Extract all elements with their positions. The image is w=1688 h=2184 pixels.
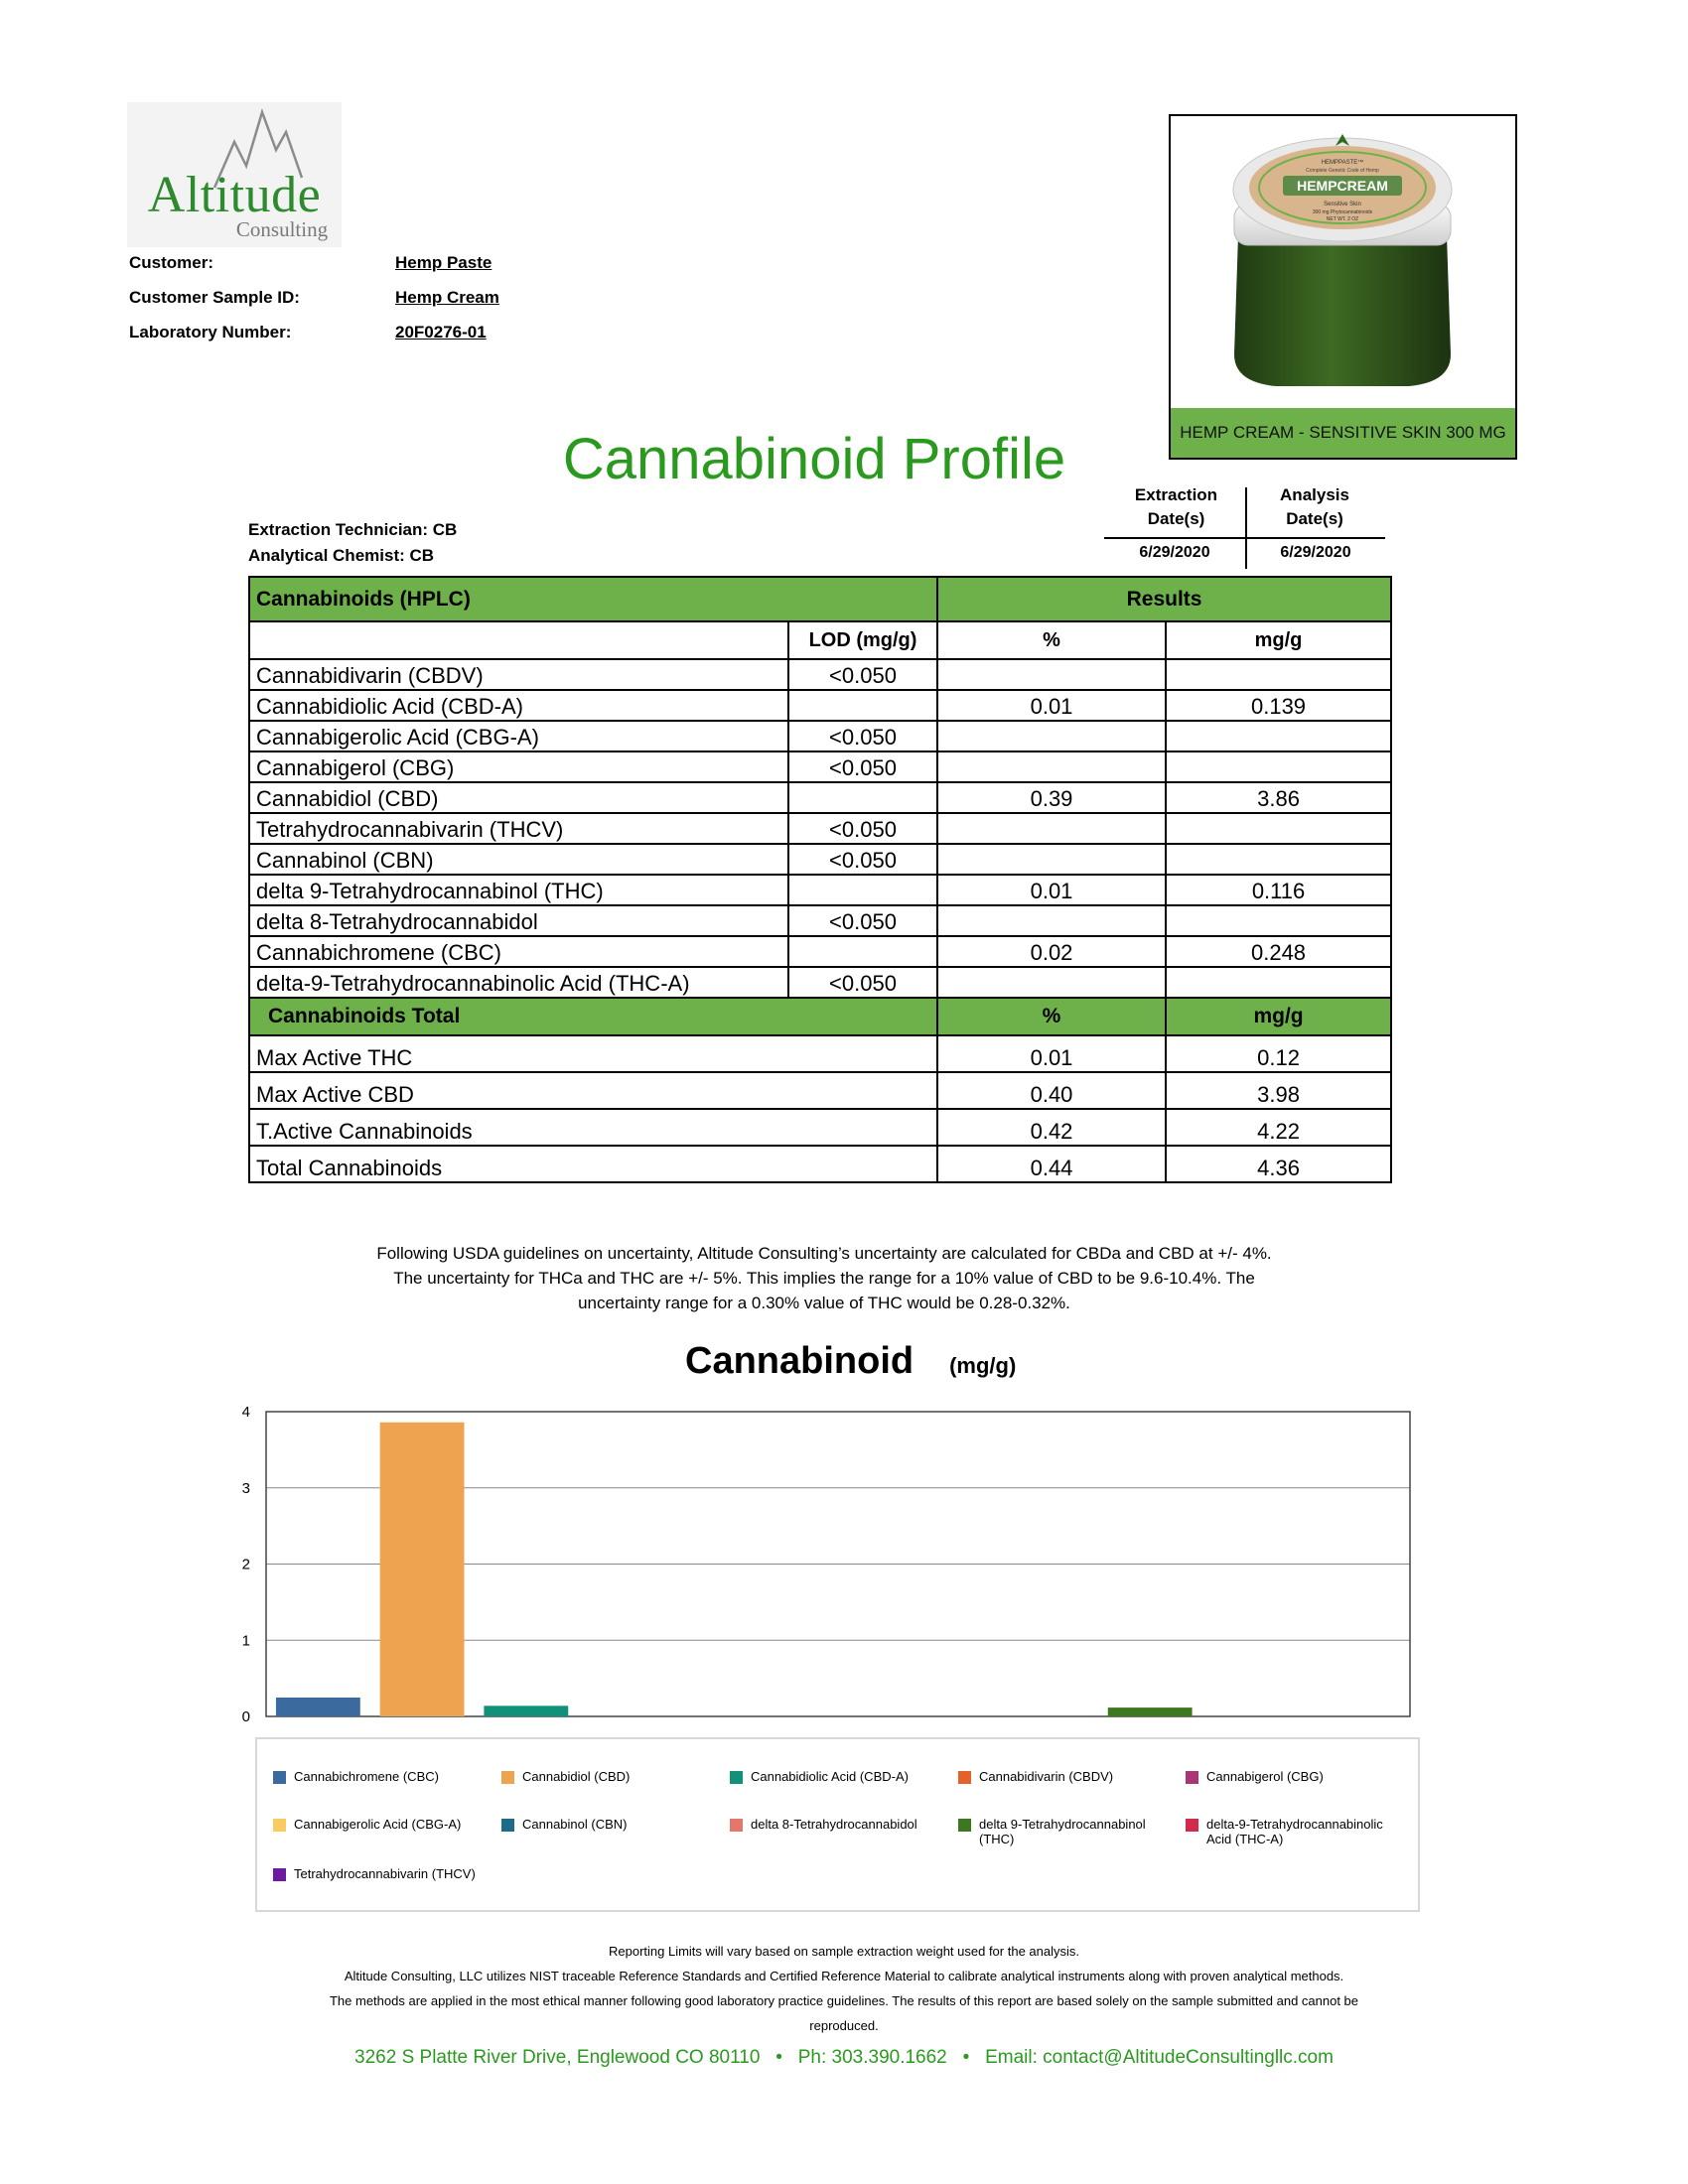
analyte-name: delta-9-Tetrahydrocannabinolic Acid (THC-A) bbox=[249, 967, 788, 998]
legend-label: Cannabidiol (CBD) bbox=[522, 1769, 631, 1784]
technician-block bbox=[248, 517, 457, 569]
methods-note-cont: reproduced. bbox=[809, 2018, 879, 2033]
total-name: Max Active CBD bbox=[249, 1072, 937, 1109]
lod-cell: <0.050 bbox=[788, 721, 937, 751]
table-row bbox=[249, 659, 1391, 690]
customer-label: Customer: bbox=[129, 253, 214, 272]
jar-name-text: HEMPCREAM bbox=[1297, 178, 1388, 194]
bar-chart bbox=[228, 1390, 1420, 1727]
legend-item bbox=[273, 1817, 487, 1832]
legend-swatch bbox=[273, 1868, 286, 1881]
legend-item bbox=[730, 1817, 943, 1832]
legend-label: Cannabigerol (CBG) bbox=[1206, 1769, 1324, 1784]
total-pct: 0.01 bbox=[937, 1035, 1166, 1072]
total-mgg: 0.12 bbox=[1166, 1035, 1391, 1072]
uncertainty-line1: Following USDA guidelines on uncertainty, Altitude Consulting’s uncertainty are calculated for CBDa and CBD at +/- 4%. bbox=[376, 1244, 1272, 1263]
legend-swatch bbox=[958, 1771, 971, 1784]
mgg-cell bbox=[1166, 813, 1391, 844]
legend-item bbox=[958, 1817, 1172, 1846]
y-tick-label: 0 bbox=[241, 1708, 250, 1725]
legend-swatch bbox=[730, 1819, 743, 1832]
mgg-header: mg/g bbox=[1166, 621, 1391, 659]
table-row bbox=[249, 721, 1391, 751]
lod-cell: <0.050 bbox=[788, 905, 937, 936]
analyte-name: Tetrahydrocannabivarin (THCV) bbox=[249, 813, 788, 844]
extraction-technician: Extraction Technician: CB bbox=[248, 520, 458, 539]
analysis-head-line2: Date(s) bbox=[1286, 509, 1343, 528]
lod-cell bbox=[788, 782, 937, 813]
totals-row bbox=[249, 1072, 1391, 1109]
results-label: Results bbox=[937, 577, 1391, 621]
pct-cell: 0.39 bbox=[937, 782, 1166, 813]
table-row bbox=[249, 875, 1391, 905]
legend-label: Cannabigerolic Acid (CBG-A) bbox=[294, 1817, 462, 1832]
legend-item bbox=[1186, 1769, 1399, 1784]
brand-name: Altitude bbox=[147, 167, 322, 223]
product-photo-box bbox=[1169, 114, 1517, 460]
pct-cell bbox=[937, 967, 1166, 998]
reporting-limits-note: Reporting Limits will vary based on sample extraction weight used for the analysis. bbox=[608, 1944, 1079, 1959]
pct-cell bbox=[937, 813, 1166, 844]
total-name: T.Active Cannabinoids bbox=[249, 1109, 937, 1146]
total-mgg: 4.36 bbox=[1166, 1146, 1391, 1182]
analysis-head-line1: Analysis bbox=[1280, 485, 1349, 504]
mgg-cell: 0.116 bbox=[1166, 875, 1391, 905]
blank-header-cell bbox=[249, 621, 788, 659]
lod-cell bbox=[788, 936, 937, 967]
lod-cell: <0.050 bbox=[788, 967, 937, 998]
totals-header-row bbox=[249, 998, 1391, 1035]
totals-pct-header: % bbox=[937, 998, 1166, 1035]
totals-row bbox=[249, 1035, 1391, 1072]
total-mgg: 4.22 bbox=[1166, 1109, 1391, 1146]
table-row bbox=[249, 813, 1391, 844]
table-row bbox=[249, 782, 1391, 813]
legend-label: Cannabidivarin (CBDV) bbox=[979, 1769, 1114, 1784]
pct-cell bbox=[937, 844, 1166, 875]
mgg-cell bbox=[1166, 751, 1391, 782]
pct-cell bbox=[937, 905, 1166, 936]
table-row bbox=[249, 936, 1391, 967]
jar-brand-text: HEMPPASTE™ bbox=[1321, 160, 1364, 166]
column-header-row bbox=[249, 621, 1391, 659]
mgg-cell bbox=[1166, 905, 1391, 936]
mgg-cell: 0.248 bbox=[1166, 936, 1391, 967]
customer-value: Hemp Paste bbox=[395, 253, 492, 272]
chart-legend bbox=[255, 1737, 1420, 1912]
total-pct: 0.44 bbox=[937, 1146, 1166, 1182]
legend-item bbox=[273, 1769, 487, 1784]
product-caption: HEMP CREAM - SENSITIVE SKIN 300 MG bbox=[1171, 408, 1515, 458]
analyte-name: Cannabigerolic Acid (CBG-A) bbox=[249, 721, 788, 751]
pct-cell bbox=[937, 751, 1166, 782]
total-mgg: 3.98 bbox=[1166, 1072, 1391, 1109]
jar-tagline-text: Complete Genetic Code of Hemp bbox=[1306, 168, 1379, 174]
totals-row bbox=[249, 1109, 1391, 1146]
legend-item bbox=[730, 1769, 943, 1784]
legend-item bbox=[1186, 1817, 1399, 1846]
y-tick-label: 2 bbox=[241, 1556, 250, 1573]
mgg-cell bbox=[1166, 967, 1391, 998]
extraction-head-line1: Extraction bbox=[1134, 485, 1218, 504]
jar-line2-text: 300 mg Phytocannabinoids bbox=[1312, 209, 1373, 215]
lod-cell: <0.050 bbox=[788, 844, 937, 875]
analyte-name: Cannabinol (CBN) bbox=[249, 844, 788, 875]
legend-label: Cannabichromene (CBC) bbox=[294, 1769, 439, 1784]
legend-label: delta-9-Tetrahydrocannabinolic Acid (THC-A) bbox=[1206, 1817, 1383, 1846]
pct-cell: 0.01 bbox=[937, 875, 1166, 905]
legend-swatch bbox=[1186, 1819, 1198, 1832]
legend-swatch bbox=[730, 1771, 743, 1784]
pct-cell bbox=[937, 721, 1166, 751]
legend-swatch bbox=[1186, 1771, 1198, 1784]
legend-item bbox=[273, 1866, 487, 1881]
total-name: Total Cannabinoids bbox=[249, 1146, 937, 1182]
methods-note: The methods are applied in the most ethical manner following good laboratory practice guidelines. The results of this report are based solely on the sample submitted and cannot be bbox=[329, 1993, 1359, 2008]
y-tick-label: 1 bbox=[241, 1632, 250, 1650]
totals-row bbox=[249, 1146, 1391, 1182]
mgg-cell: 3.86 bbox=[1166, 782, 1391, 813]
total-name: Max Active THC bbox=[249, 1035, 937, 1072]
bar bbox=[1108, 1707, 1193, 1716]
total-pct: 0.42 bbox=[937, 1109, 1166, 1146]
results-table bbox=[248, 576, 1392, 1183]
product-jar-image bbox=[1171, 116, 1515, 410]
legend-item bbox=[501, 1817, 715, 1832]
legend-swatch bbox=[273, 1771, 286, 1784]
table-header-row bbox=[249, 577, 1391, 621]
legend-label: delta 9-Tetrahydrocannabinol (THC) bbox=[979, 1817, 1146, 1846]
pct-cell: 0.02 bbox=[937, 936, 1166, 967]
nist-note: Altitude Consulting, LLC utilizes NIST traceable Reference Standards and Certified Reference Material to calibrate analytical instruments along with proven analytical methods. bbox=[344, 1969, 1344, 1983]
table-row bbox=[249, 905, 1391, 936]
mgg-cell: 0.139 bbox=[1166, 690, 1391, 721]
sample-id-label: Customer Sample ID: bbox=[129, 288, 300, 307]
legend-swatch bbox=[958, 1819, 971, 1832]
jar-line1-text: Sensitive Skin bbox=[1324, 202, 1361, 207]
uncertainty-line3: uncertainty range for a 0.30% value of THC would be 0.28-0.32%. bbox=[578, 1294, 1070, 1312]
chart-title-text: Cannabinoid bbox=[685, 1340, 914, 1382]
brand-subtitle: Consulting bbox=[235, 217, 329, 241]
legend-label: delta 8-Tetrahydrocannabidol bbox=[751, 1817, 917, 1832]
chart-title bbox=[685, 1340, 1182, 1383]
lod-header: LOD (mg/g) bbox=[788, 621, 937, 659]
legend-swatch bbox=[273, 1819, 286, 1832]
uncertainty-line2: The uncertainty for THCa and THC are +/- 5%. This implies the range for a 10% value of CBD to be 9.6-10.4%. The bbox=[393, 1269, 1255, 1288]
lod-cell bbox=[788, 690, 937, 721]
chart-unit-label: (mg/g) bbox=[949, 1353, 1017, 1378]
legend-label: Cannabidiolic Acid (CBD-A) bbox=[751, 1769, 909, 1784]
analytical-chemist: Analytical Chemist: CB bbox=[248, 546, 435, 565]
analyte-name: delta 9-Tetrahydrocannabinol (THC) bbox=[249, 875, 788, 905]
analyte-name: Cannabidiol (CBD) bbox=[249, 782, 788, 813]
lab-number-label: Laboratory Number: bbox=[129, 323, 292, 341]
jar-line3-text: NET WT. 2 OZ bbox=[1326, 216, 1359, 222]
table-row bbox=[249, 690, 1391, 721]
y-tick-label: 3 bbox=[241, 1479, 250, 1497]
legend-label: Cannabinol (CBN) bbox=[522, 1817, 628, 1832]
table-row bbox=[249, 751, 1391, 782]
footer-contact: 3262 S Platte River Drive, Englewood CO 80110 • Ph: 303.390.1662 • Email: contact@AltitudeConsultingllc.com bbox=[354, 2047, 1334, 2068]
pct-cell bbox=[937, 659, 1166, 690]
legend-swatch bbox=[501, 1771, 514, 1784]
analyte-name: Cannabidivarin (CBDV) bbox=[249, 659, 788, 690]
analysis-date: 6/29/2020 bbox=[1280, 544, 1351, 561]
bar bbox=[380, 1423, 465, 1716]
lod-cell: <0.050 bbox=[788, 659, 937, 690]
legend-swatch bbox=[501, 1819, 514, 1832]
legend-item bbox=[501, 1769, 715, 1784]
mgg-cell bbox=[1166, 659, 1391, 690]
pct-cell: 0.01 bbox=[937, 690, 1166, 721]
analyte-name: Cannabidiolic Acid (CBD-A) bbox=[249, 690, 788, 721]
extraction-date-header bbox=[1104, 483, 1248, 531]
report-title: Cannabinoid Profile bbox=[562, 427, 1066, 491]
sample-id-value: Hemp Cream bbox=[395, 288, 499, 307]
company-logo bbox=[127, 102, 342, 247]
analyte-name: delta 8-Tetrahydrocannabidol bbox=[249, 905, 788, 936]
analysis-date-header bbox=[1245, 483, 1384, 531]
y-tick-label: 4 bbox=[241, 1404, 250, 1421]
lod-cell bbox=[788, 875, 937, 905]
pct-header: % bbox=[937, 621, 1166, 659]
uncertainty-note bbox=[278, 1241, 1370, 1315]
legend-item bbox=[958, 1769, 1172, 1784]
totals-mgg-header: mg/g bbox=[1166, 998, 1391, 1035]
bar bbox=[484, 1706, 568, 1716]
table-row bbox=[249, 844, 1391, 875]
extraction-date: 6/29/2020 bbox=[1139, 544, 1210, 561]
mgg-cell bbox=[1166, 721, 1391, 751]
lab-number-value: 20F0276-01 bbox=[395, 323, 487, 341]
table-row bbox=[249, 967, 1391, 998]
lod-cell: <0.050 bbox=[788, 813, 937, 844]
bar bbox=[276, 1698, 360, 1716]
legend-label: Tetrahydrocannabivarin (THCV) bbox=[294, 1866, 476, 1881]
analyte-name: Cannabichromene (CBC) bbox=[249, 936, 788, 967]
section-label: Cannabinoids (HPLC) bbox=[249, 577, 937, 621]
mgg-cell bbox=[1166, 844, 1391, 875]
lod-cell: <0.050 bbox=[788, 751, 937, 782]
extraction-head-line2: Date(s) bbox=[1147, 509, 1205, 528]
analyte-name: Cannabigerol (CBG) bbox=[249, 751, 788, 782]
totals-label: Cannabinoids Total bbox=[249, 998, 937, 1035]
total-pct: 0.40 bbox=[937, 1072, 1166, 1109]
